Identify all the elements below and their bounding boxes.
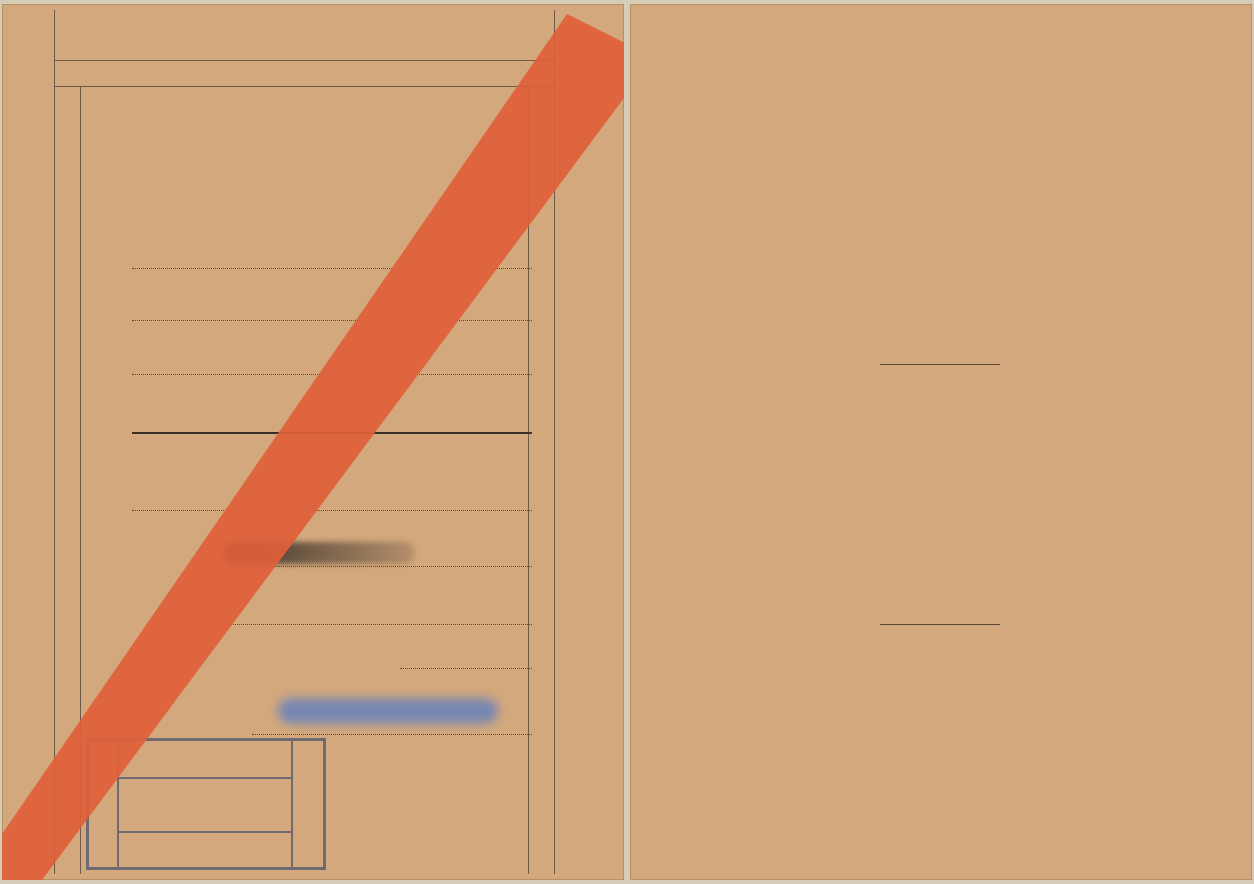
station-stamp — [86, 738, 326, 870]
ticket-front — [2, 4, 624, 880]
name-redacted — [224, 542, 414, 564]
ticket-back — [630, 4, 1252, 880]
signature-redacted — [278, 698, 498, 724]
